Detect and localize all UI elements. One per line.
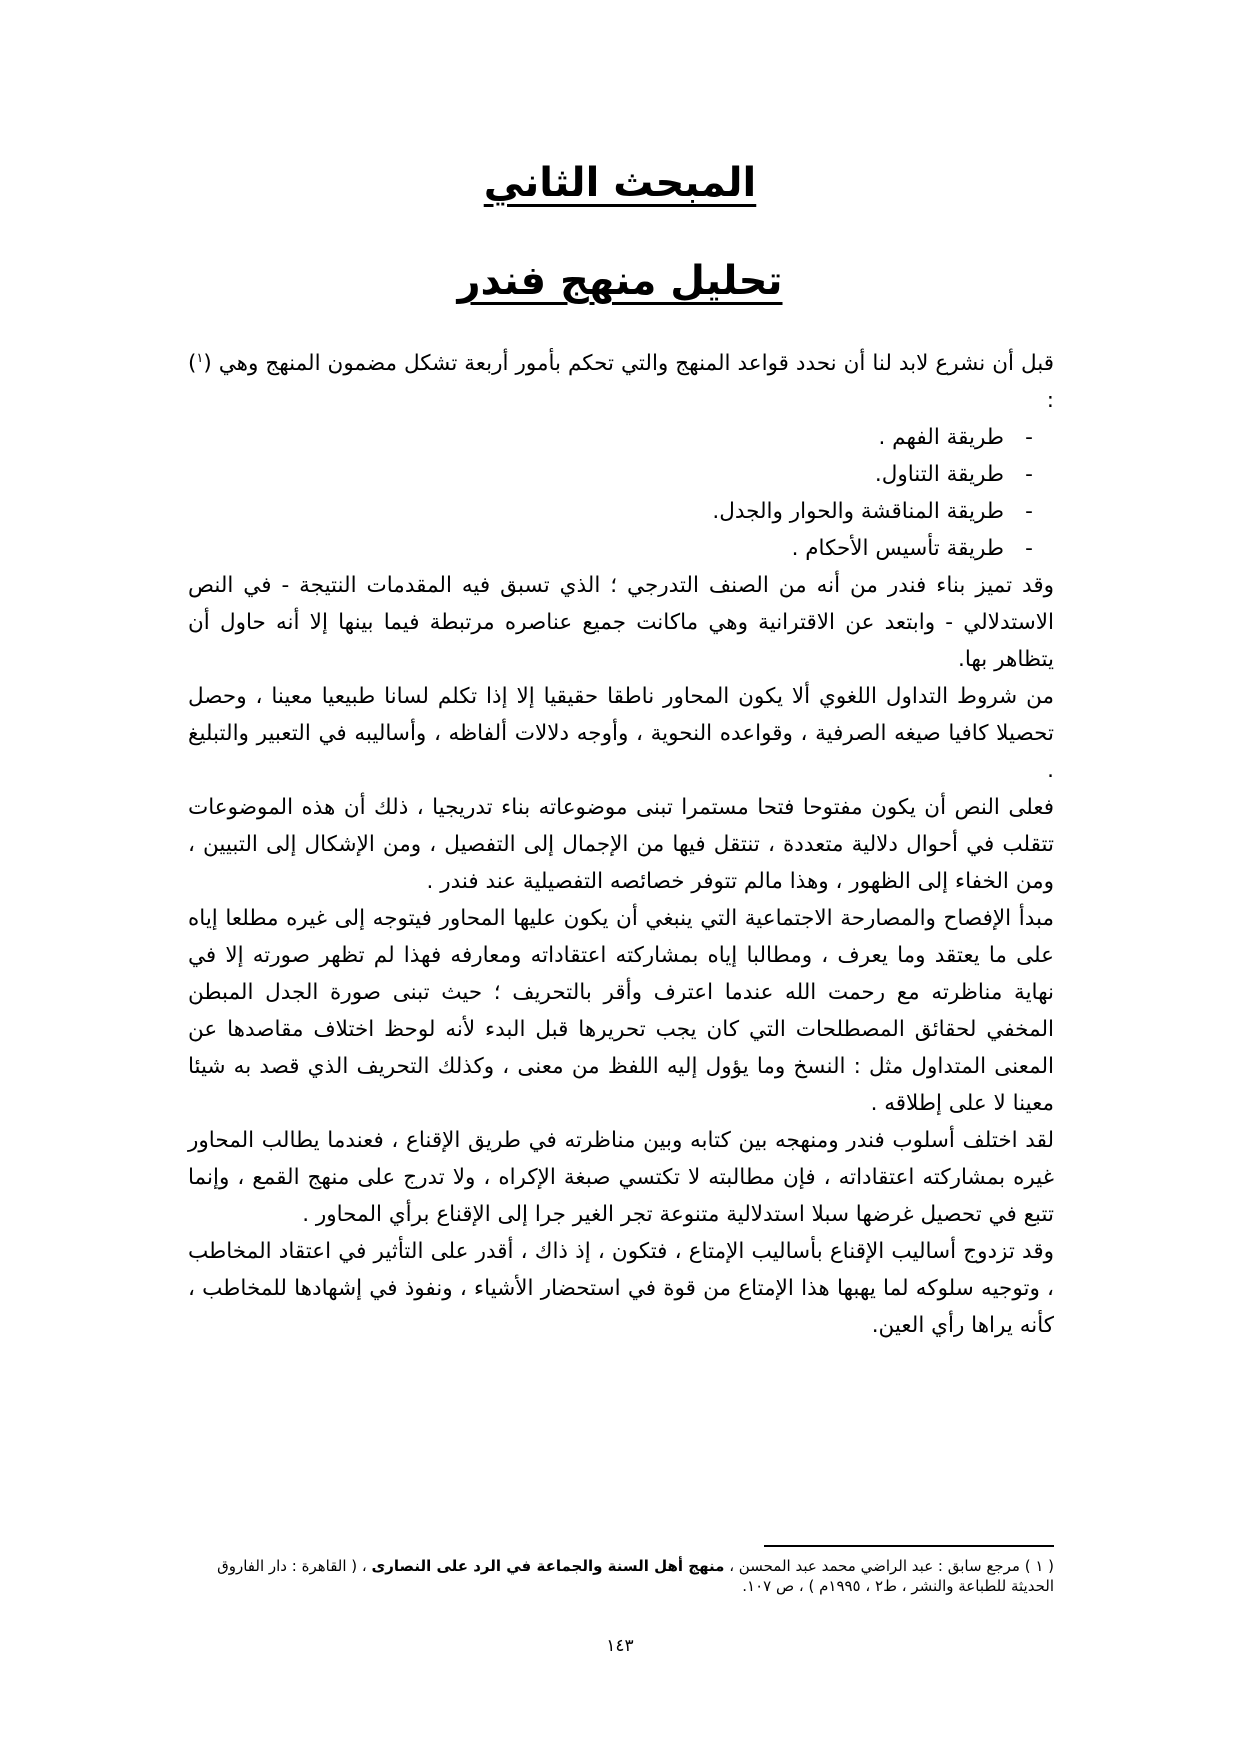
list-item-text: طريقة الفهم . bbox=[878, 425, 1004, 451]
intro-paragraph bbox=[188, 340, 1054, 419]
section-title: المبحث الثاني bbox=[483, 160, 757, 206]
footnote-divider bbox=[764, 1545, 1054, 1547]
subsection-title: تحليل منهج فندر bbox=[457, 258, 783, 304]
method-list bbox=[188, 419, 1054, 567]
body-text bbox=[188, 340, 1054, 1344]
list-dash: - bbox=[1025, 536, 1033, 562]
list-item-text: طريقة المناقشة والحوار والجدل. bbox=[712, 499, 1004, 525]
list-dash: - bbox=[1025, 462, 1033, 488]
list-item bbox=[188, 493, 1054, 530]
footnote-suffix: ، ( القاهرة : دار الفاروق الحديثة للطباعة والنشر ، ط٢ ، ١٩٩٥م ) ، ص ١٠٧. bbox=[217, 1557, 1054, 1595]
footnote-marker: ( ١ ) bbox=[1024, 1557, 1054, 1575]
paragraph: مبدأ الإفصاح والمصارحة الاجتماعية التي ينبغي أن يكون عليها المحاور فيتوجه إلى غيره مطلعا إياه على ما يعتقد وما يعرف ، ومطالبا إياه بمشاركته اعتقاداته ومعارفه فهذا لم تظهر صورته إلا في نهاية مناظرته مع رحمت الله عندما اعترف وأقر بالتحريف ؛ حيث تبنى صورة الجدل المبطن المخفي لحقائق المصطلحات التي كان يجب تحريرها قبل البدء لأنه لوحظ اختلاف مقاصدها عن المعنى المتداول مثل : النسخ وما يؤول إليه اللفظ من معنى ، وكذلك التحريف الذي قصد به شيئا معينا لا على إطلاقه . bbox=[188, 906, 1054, 1117]
list-item bbox=[188, 419, 1054, 456]
paragraph: فعلى النص أن يكون مفتوحا فتحا مستمرا تبنى موضوعاته بناء تدريجيا ، ذلك أن هذه الموضوعات تتقلب في أحوال دلالية متعددة ، تنتقل فيها من الإجمال إلى التفصيل ، ومن الإشكال إلى التبيين ، ومن الخفاء إلى الظهور ، وهذا مالم تتوفر خصائصه التفصيلية عند فندر . bbox=[188, 795, 1054, 895]
list-item bbox=[188, 530, 1054, 567]
list-item-text: طريقة التناول. bbox=[874, 462, 1004, 488]
paragraph: لقد اختلف أسلوب فندر ومنهجه بين كتابه وبين مناظرته في طريق الإقناع ، فعندما يطالب المحاور غيره بمشاركته اعتقاداته ، فإن مطالبته لا تكتسي صبغة الإكراه ، ولا تدرج على منهج القمع ، وإنما تتبع في تحصيل غرضها سبلا استدلالية متنوعة تجر الغير جرا إلى الإقناع برأي المحاور . bbox=[188, 1128, 1054, 1228]
paragraph: وقد تميز بناء فندر من أنه من الصنف التدرجي ؛ الذي تسبق فيه المقدمات النتيجة - في النص الاستدلالي - وابتعد عن الاقترانية وهي ماكانت جميع عناصره مرتبطة فيما بينها إلا أنه حاول أن يتظاهر بها. bbox=[188, 573, 1054, 673]
paragraph: وقد تزدوج أساليب الإقناع بأساليب الإمتاع ، فتكون ، إذ ذاك ، أقدر على التأثير في اعتقاد المخاطب ، وتوجيه سلوكه لما يهبها هذا الإمتاع من قوة في استحضار الأشياء ، ونفوذ في إشهادها للمخاطب ، كأنه يراها رأي العين. bbox=[188, 1239, 1054, 1339]
intro-text: قبل أن نشرع لابد لنا أن نحدد قواعد المنهج والتي تحكم بأمور أربعة تشكل مضمون المنهج وهي ( bbox=[203, 351, 1054, 377]
footnote-book-title: منهج أهل السنة والجماعة في الرد على النصارى bbox=[371, 1557, 725, 1575]
list-dash: - bbox=[1025, 425, 1033, 451]
list-item bbox=[188, 456, 1054, 493]
paragraph: من شروط التداول اللغوي ألا يكون المحاور ناطقا حقيقيا إلا إذا تكلم لسانا طبيعيا معينا ، وحصل تحصيلا كافيا صيغه الصرفية ، وقواعده النحوية ، وأوجه دلالات ألفاظه ، وأساليبه في التعبير والتبليغ . bbox=[188, 684, 1054, 784]
list-item-text: طريقة تأسيس الأحكام . bbox=[791, 536, 1004, 562]
footnote-reference[interactable]: ١ bbox=[196, 351, 204, 366]
footnote bbox=[210, 1556, 1054, 1596]
page-number: ١٤٣ bbox=[606, 1636, 634, 1656]
footnote-prefix: مرجع سابق : عبد الراضي محمد عبد المحسن ، bbox=[729, 1557, 1020, 1575]
list-dash: - bbox=[1025, 499, 1033, 525]
intro-text-after: ) : bbox=[188, 351, 1054, 414]
